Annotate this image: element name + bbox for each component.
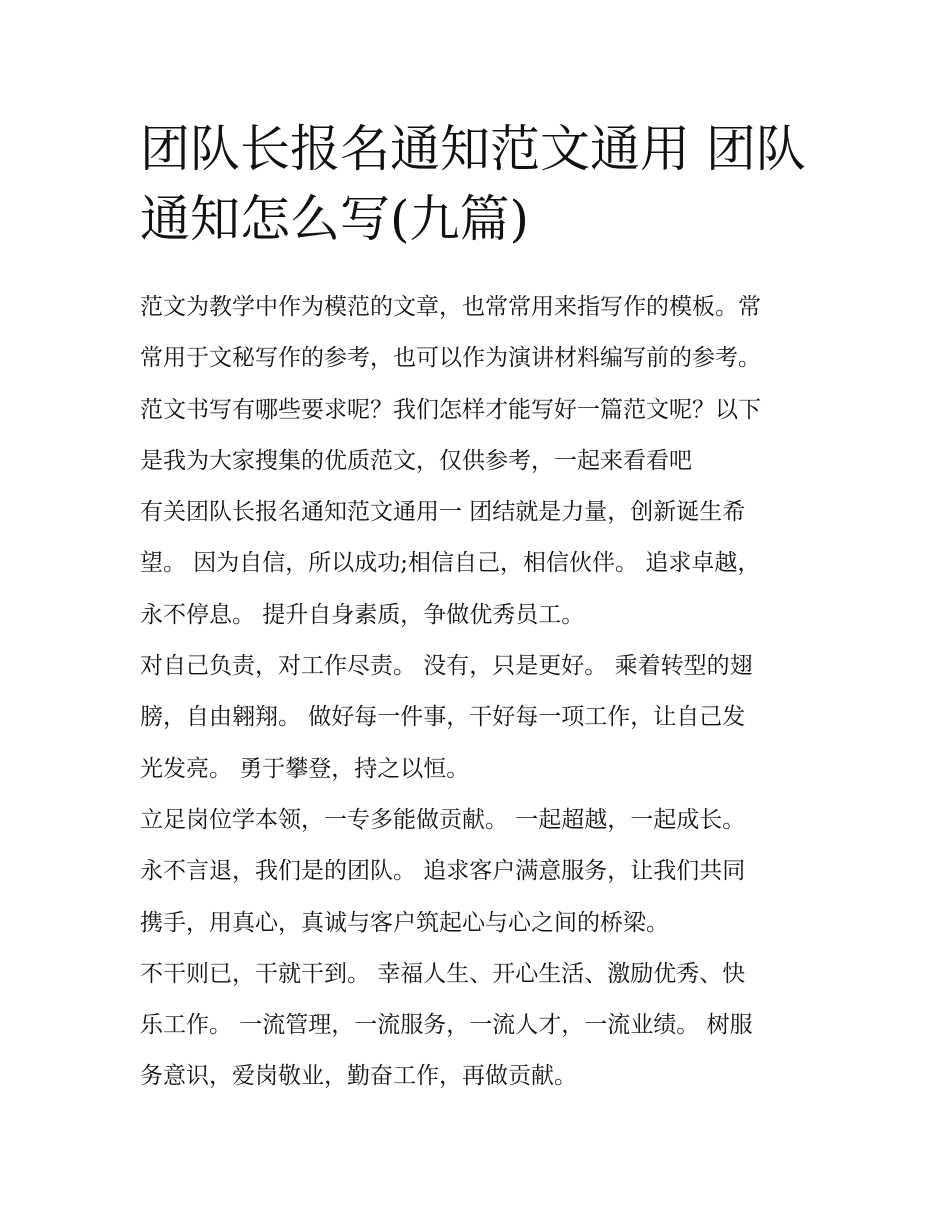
text-line: 永不停息。 提升自身素质，争做优秀员工。: [140, 601, 585, 628]
text-line: 膀，自由翱翔。 做好每一件事，干好每一项工作，让自己发: [140, 704, 746, 731]
intro-paragraph: [140, 282, 830, 487]
text-line: 不干则已，干就干到。 幸福人生、开心生活、激励优秀、快: [140, 960, 746, 987]
text-line: 对自己负责，对工作尽责。 没有，只是更好。 乘着转型的翅: [140, 653, 753, 680]
document-body: [140, 282, 830, 1103]
text-line: 永不言退，我们是的团队。 追求客户满意服务，让我们共同: [140, 858, 746, 885]
body-paragraph: [140, 641, 830, 795]
text-line: 有关团队长报名通知范文通用一 团结就是力量，创新诞生希: [140, 499, 746, 526]
text-line: 立足岗位学本领，一专多能做贡献。 一起超越，一起成长。: [140, 806, 746, 833]
page-title: [140, 114, 820, 254]
body-paragraph: [140, 795, 830, 949]
text-line: 乐工作。 一流管理，一流服务，一流人才，一流业绩。 树服: [140, 1012, 753, 1039]
text-line: 常用于文秘写作的参考，也可以作为演讲材料编写前的参考。: [140, 345, 761, 372]
title-line: 通知怎么写(九篇): [140, 190, 530, 248]
text-line: 范文为教学中作为模范的文章，也常常用来指写作的模板。常: [140, 294, 761, 320]
text-line: 光发亮。 勇于攀登，持之以恒。: [140, 755, 470, 782]
title-line: 团队长报名通知范文通用 团队: [140, 120, 806, 178]
body-paragraph: [140, 949, 830, 1103]
text-line: 范文书写有哪些要求呢？我们怎样才能写好一篇范文呢？以下: [140, 396, 761, 423]
body-paragraph: [140, 487, 830, 641]
text-line: 务意识，爱岗敬业，勤奋工作，再做贡献。: [140, 1063, 577, 1090]
text-line: 望。 因为自信，所以成功;相信自己，相信伙伴。 追求卓越，: [140, 550, 761, 577]
text-line: 是我为大家搜集的优质范文，仅供参考，一起来看看吧: [140, 447, 692, 474]
text-line: 携手，用真心，真诚与客户筑起心与心之间的桥梁。: [140, 909, 669, 936]
